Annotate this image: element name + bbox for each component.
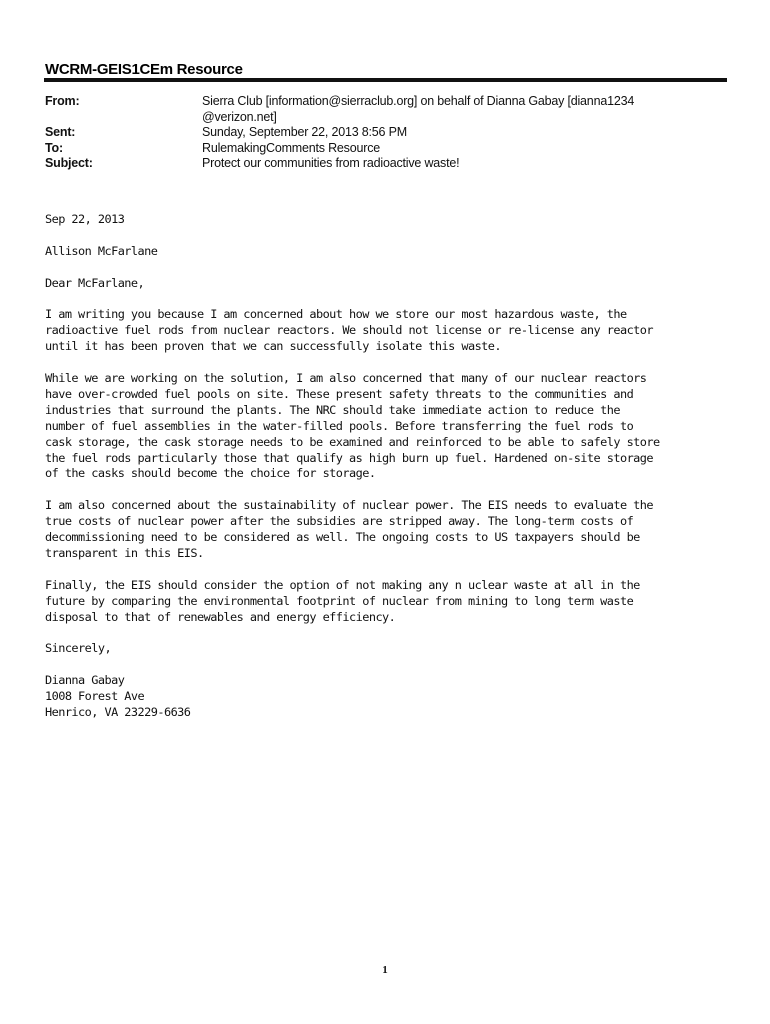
- letter-recipient: Allison McFarlane: [45, 243, 158, 258]
- letter-date: Sep 22, 2013: [45, 212, 125, 226]
- letter-paragraph-2: While we are working on the solution, I am also concerned that many of our nuclear reactors have over-crowded fuel pools on site. These present safety threats to the communities and industries that surround the plants. The NRC should take immediate action to reduce the number of fuel assemblies in the water-filled pools. Before transferring the fuel rods to cask storage, the cask storage needs to be examined and reinforced to be able to safely store the fuel rods particularly those that qualify as high burn up fuel. Hardened on-site storage of the casks should become the choice for storage.: [45, 371, 660, 481]
- signature-address-line1: 1008 Forest Ave: [45, 689, 145, 704]
- sent-value: Sunday, September 22, 2013 8:56 PM: [202, 125, 407, 139]
- page-number: 1: [382, 964, 388, 976]
- signature-block: [45, 673, 745, 721]
- subject-row: [45, 156, 735, 172]
- email-header: [45, 94, 735, 172]
- sent-row: [45, 125, 735, 141]
- letter-body: [45, 212, 745, 721]
- letter-closing: Sincerely,: [45, 641, 112, 656]
- subject-value: Protect our communities from radioactive waste!: [202, 156, 460, 170]
- to-value: RulemakingComments Resource: [202, 140, 381, 155]
- letter-paragraph-3: I am also concerned about the sustainability of nuclear power. The EIS needs to evaluate the true costs of nuclear power after the subsidies are stripped away. The long-term costs of decommissioning need to be considered as well. The ongoing costs to US taxpayers should be transparent in this EIS.: [45, 498, 654, 560]
- to-row: [45, 141, 735, 157]
- signature-name: Dianna Gabay: [45, 673, 125, 688]
- from-value: Sierra Club [information@sierraclub.org] on behalf of Dianna Gabay [dianna1234 @verizon.net]: [202, 94, 635, 124]
- letter-paragraph-4: Finally, the EIS should consider the option of not making any n uclear waste at all in the future by comparing the environmental footprint of nuclear from mining to long term waste disposal to that of renewables and energy efficiency.: [45, 577, 640, 624]
- from-label: From:: [45, 94, 80, 108]
- to-label: To:: [45, 140, 63, 155]
- letter-paragraph-1: I am writing you because I am concerned about how we store our most hazardous waste, the radioactive fuel rods from nuclear reactors. We should not license or re-license any reactor until it has been proven that we can successfully isolate this waste.: [45, 307, 654, 354]
- signature-address-line2: Henrico, VA 23229-6636: [45, 704, 191, 719]
- subject-label: Subject:: [45, 156, 93, 170]
- sent-label: Sent:: [45, 125, 76, 139]
- from-row: [45, 94, 735, 125]
- letter-salutation: Dear McFarlane,: [45, 275, 145, 290]
- mailbox-title: WCRM-GEIS1CEm Resource: [45, 61, 243, 78]
- title-divider: [44, 78, 727, 82]
